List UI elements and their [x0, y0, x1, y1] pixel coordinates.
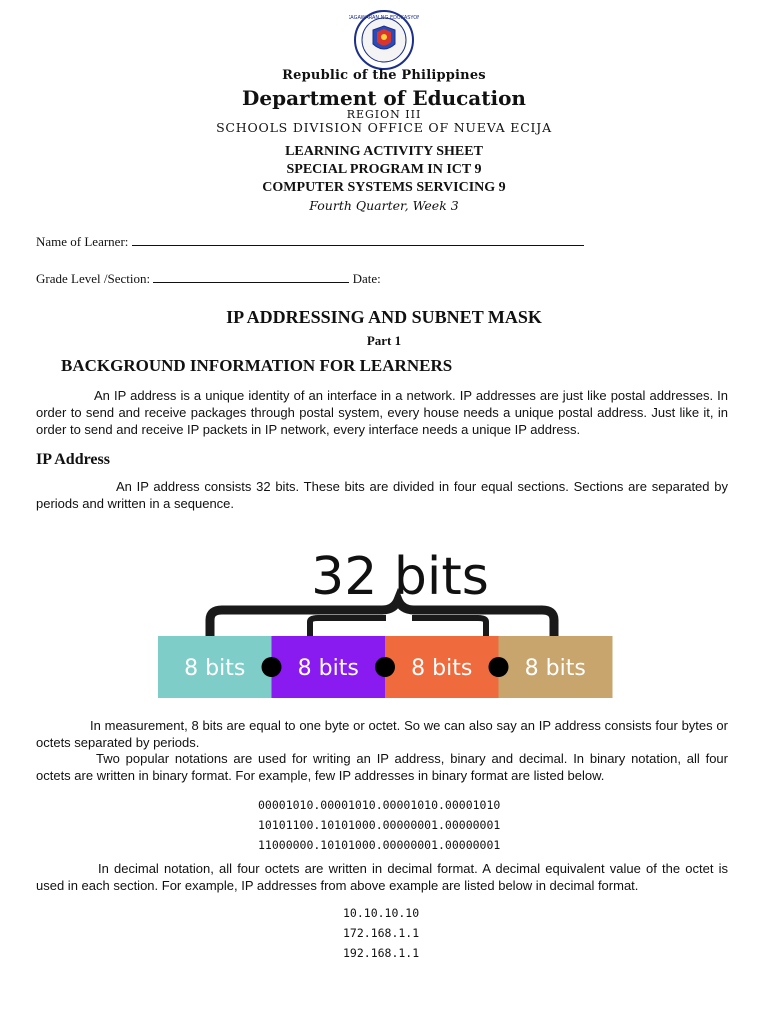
- department-label: Department of Education: [242, 86, 526, 110]
- segment-label-4: 8 bits: [524, 656, 586, 681]
- sheet-title: LEARNING ACTIVITY SHEET: [285, 144, 483, 159]
- figure-title: 32 bits: [311, 547, 489, 607]
- background-heading: BACKGROUND INFORMATION FOR LEARNERS: [61, 356, 453, 375]
- name-field: [36, 233, 584, 250]
- segment-label-2: 8 bits: [297, 656, 359, 681]
- date-label: Date:: [352, 271, 381, 286]
- decimal-example: 10.10.10.10: [343, 906, 420, 920]
- name-label: Name of Learner:: [36, 234, 129, 249]
- ip-address-heading: IP Address: [36, 451, 110, 468]
- brace-inner-right: [412, 618, 486, 636]
- separator-dot-1: [262, 657, 282, 677]
- paragraph-notations: Two popular notations are used for writing an IP address, binary and decimal. In binary notation, all four octets are written in binary format. For example, few IP addresses in binary format are listed below.: [36, 751, 728, 783]
- quarter-week: Fourth Quarter, Week 3: [309, 198, 459, 213]
- binary-example: 10101100.10101000.00000001.00000001: [258, 818, 501, 832]
- bits-figure: [150, 528, 620, 703]
- subject-title: COMPUTER SYSTEMS SERVICING 9: [262, 180, 506, 195]
- grade-blank[interactable]: [153, 270, 349, 283]
- deped-seal: [349, 10, 419, 70]
- republic-label: Republic of the Philippines: [282, 68, 486, 83]
- region-label: REGION III: [346, 108, 422, 121]
- segment-label-3: 8 bits: [411, 656, 473, 681]
- brace-inner-left: [310, 618, 386, 636]
- svg-text:KAGAWARAN NG EDUKASYON: KAGAWARAN NG EDUKASYON: [349, 15, 419, 21]
- segment-label-1: 8 bits: [184, 656, 246, 681]
- decimal-example: 192.168.1.1: [343, 946, 420, 960]
- decimal-list: [343, 903, 419, 963]
- binary-example: 00001010.00001010.00001010.00001010: [258, 798, 501, 812]
- separator-dot-2: [375, 657, 395, 677]
- paragraph-32-bits: An IP address consists 32 bits. These bits are divided in four equal sections. Sections are separated by periods and written in a sequence.: [36, 479, 728, 511]
- main-heading: IP ADDRESSING AND SUBNET MASK: [226, 307, 542, 327]
- paragraph-intro: An IP address is a unique identity of an interface in a network. IP addresses are just like postal addresses. In order to send and receive packages through postal system, every house needs a unique postal address. Just like it, in order to send and receive IP packets in IP network, every interface needs a unique IP address.: [36, 388, 728, 437]
- name-blank[interactable]: [132, 233, 584, 246]
- decimal-example: 172.168.1.1: [343, 926, 420, 940]
- separator-dot-3: [489, 657, 509, 677]
- paragraph-octets: In measurement, 8 bits are equal to one byte or octet. So we can also say an IP address consists four bytes or octets separated by periods.: [36, 718, 728, 750]
- division-label: SCHOOLS DIVISION OFFICE OF NUEVA ECIJA: [216, 120, 552, 135]
- grade-label: Grade Level /Section:: [36, 271, 151, 286]
- binary-example: 11000000.10101000.00000001.00000001: [258, 838, 501, 852]
- grade-field: [36, 270, 381, 287]
- program-title: SPECIAL PROGRAM IN ICT 9: [286, 162, 482, 177]
- part-label: Part 1: [366, 333, 402, 348]
- paragraph-decimal: In decimal notation, all four octets are written in decimal format. A decimal equivalent value of the octet is used in each section. For example, IP addresses from above example are listed below in decimal format.: [36, 861, 728, 893]
- binary-list: [258, 795, 500, 855]
